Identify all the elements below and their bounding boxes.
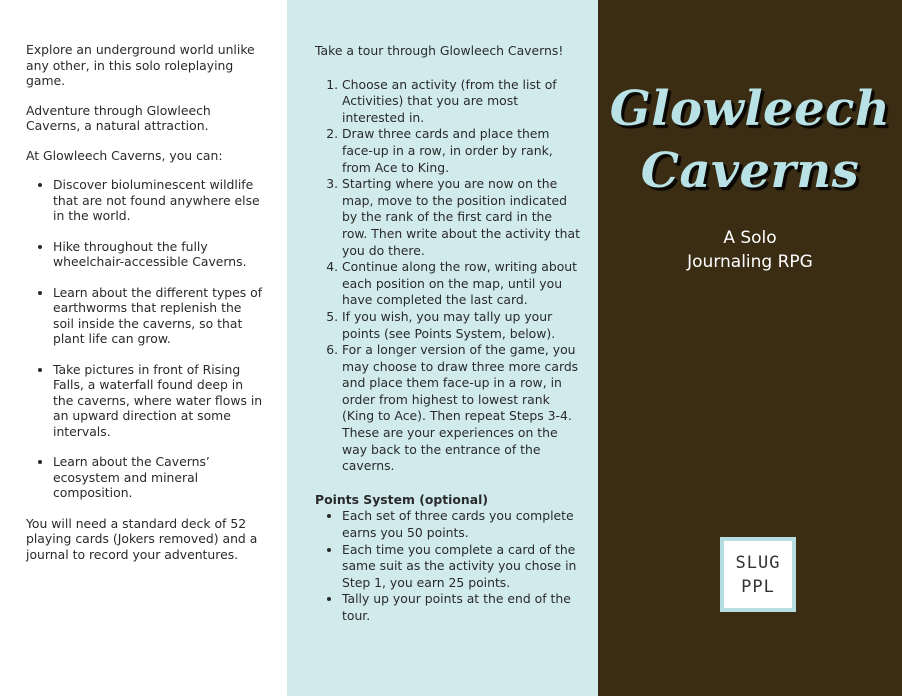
feature-item: • Discover bioluminescent wildlife that are not found anywhere else in the world. xyxy=(53,177,265,224)
features-heading: At Glowleech Caverns, you can: xyxy=(26,147,223,163)
cover-panel xyxy=(598,0,902,696)
step-item: 5. If you wish, you may tally up your points (see Points System, below). xyxy=(342,309,580,342)
left-panel xyxy=(0,0,287,696)
step-item: 1. Choose an activity (from the list of Activities) that you are most interested in. xyxy=(342,77,580,127)
middle-panel xyxy=(287,0,598,696)
features-list xyxy=(26,177,265,501)
adventure-text: Adventure through Glowleech Caverns, a natural attraction. xyxy=(26,102,211,133)
logo-line: SLUG xyxy=(735,552,781,573)
points-heading: Points System (optional) xyxy=(315,491,489,507)
step-item: 4. Continue along the row, writing about each position on the map, until you have completed the last card. xyxy=(342,259,580,309)
step-item: 3. Starting where you are now on the map, move to the position indicated by the rank of the first card in the row. Then write about the activity that you do there. xyxy=(342,176,580,259)
intro-text: Explore an underground world unlike any other, in this solo roleplaying game. xyxy=(26,42,255,88)
feature-item: • Learn about the Caverns’ ecosystem and mineral composition. xyxy=(53,454,265,501)
tour-intro: Take a tour through Glowleech Caverns! xyxy=(315,43,564,58)
publisher-logo xyxy=(720,537,796,612)
feature-item: • Hike throughout the fully wheelchair-accessible Caverns. xyxy=(53,239,265,270)
points-item: • Tally up your points at the end of the tour. xyxy=(342,591,580,624)
requirements-text: You will need a standard deck of 52 playing cards (Jokers removed) and a journal to record your adventures. xyxy=(26,515,258,562)
points-list xyxy=(315,508,580,624)
step-item: 6. For a longer version of the game, you may choose to draw three more cards and place them face-up in a row, in order from highest to lowest rank (King to Ace). Then repeat Steps 3-4. These are your experiences on the way back to the entrance of the caverns. xyxy=(342,342,580,475)
feature-item: • Learn about the different types of earthworms that replenish the soil inside the caverns, so that plant life can grow. xyxy=(53,285,265,347)
subtitle-line: Journaling RPG xyxy=(687,252,813,272)
subtitle-line: A Solo xyxy=(723,228,777,248)
step-item: 2. Draw three cards and place them face-up in a row, in order by rank, from Ace to King. xyxy=(342,126,580,176)
game-title xyxy=(598,78,902,202)
game-subtitle xyxy=(598,226,902,274)
steps-list xyxy=(315,77,580,475)
title-line: Caverns xyxy=(640,143,860,199)
title-line: Glowleech xyxy=(609,81,891,137)
points-item: • Each set of three cards you complete earns you 50 points. xyxy=(342,508,580,541)
points-item: • Each time you complete a card of the same suit as the activity you chose in Step 1, you earn 25 points. xyxy=(342,542,580,592)
feature-item: • Take pictures in front of Rising Falls, a waterfall found deep in the caverns, where water flows in an upward direction at some intervals. xyxy=(53,362,265,440)
logo-line: PPL xyxy=(741,576,775,597)
